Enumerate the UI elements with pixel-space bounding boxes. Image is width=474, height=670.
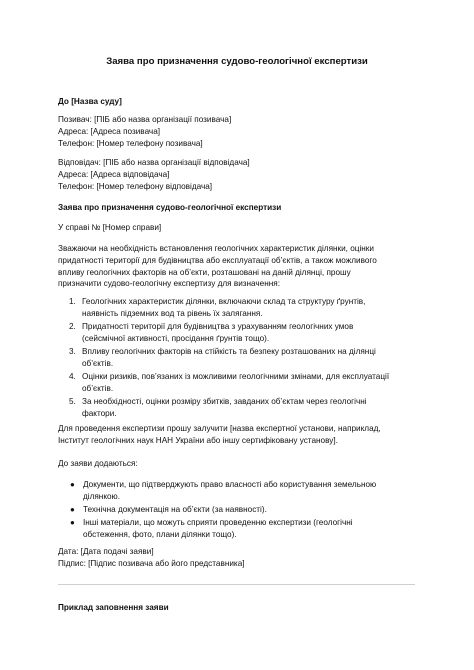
attachment-item bbox=[58, 517, 424, 541]
question-text: (сейсмічної активності, просідання ґрунтів тощо). bbox=[82, 333, 270, 343]
plaintiff-phone: Телефон: [Номер телефону позивача] bbox=[58, 138, 203, 148]
attachment-item bbox=[58, 479, 424, 503]
attachment-text: Інші матеріали, що можуть сприяти проведенню експертизи (геологічні bbox=[83, 518, 353, 528]
question-number: 5. bbox=[69, 397, 76, 407]
attachment-item bbox=[58, 504, 424, 516]
intro-line: призначити судово-геологічну експертизу для визначення: bbox=[58, 279, 280, 289]
intro-line: придатності території для будівництва або експлуатації об’єктів, а також можливого bbox=[58, 255, 377, 265]
bullet-icon: ● bbox=[70, 505, 75, 515]
date-line: Дата: [Дата подачі заяви] bbox=[58, 547, 154, 556]
question-text: фактори. bbox=[82, 409, 117, 419]
defendant-name: Відповідач: [ПІБ або назва організації відповідача] bbox=[58, 158, 250, 167]
document-title: Заява про призначення судово-геологічної експертизи bbox=[106, 56, 368, 67]
defendant-address: Адреса: [Адреса відповідача] bbox=[58, 169, 170, 179]
plaintiff-address: Адреса: [Адреса позивача] bbox=[58, 126, 161, 136]
bullet-icon: ● bbox=[70, 480, 75, 489]
signature-line: Підпис: [Підпис позивача або його представника] bbox=[58, 559, 245, 568]
question-number: 2. bbox=[69, 322, 76, 332]
court-addressee: До [Назва суду] bbox=[58, 97, 122, 106]
attachment-text: ділянкою. bbox=[83, 491, 120, 501]
question-number: 1. bbox=[69, 297, 76, 306]
questions-list bbox=[58, 296, 424, 421]
bullet-icon: ● bbox=[70, 518, 75, 528]
attachment-text: обстеження, фото, плани ділянки тощо). bbox=[83, 530, 237, 540]
intro-line: Зважаючи на необхідність встановлення геологічних характеристик ділянки, оцінки bbox=[58, 244, 374, 253]
section-divider bbox=[58, 584, 415, 585]
intro-line: впливу геологічних факторів на об’єкти, розташовані на даній ділянці, прошу bbox=[58, 267, 351, 277]
question-text: Придатності території для будівництва з урахуванням геологічних умов bbox=[82, 322, 354, 332]
question-text: Впливу геологічних факторів на стійкість та безпеку розташованих на ділянці bbox=[82, 347, 376, 357]
question-text: об’єктів. bbox=[82, 358, 114, 368]
question-text: об’єктів. bbox=[82, 384, 114, 394]
defendant-phone: Телефон: [Номер телефону відповідача] bbox=[58, 181, 213, 191]
question-item bbox=[58, 321, 424, 345]
question-item bbox=[58, 396, 424, 420]
question-text: За необхідності, оцінки розміру збитків, завданих об’єктам через геологічні bbox=[82, 397, 367, 407]
subject-heading: Заява про призначення судово-геологічної експертизи bbox=[58, 203, 282, 212]
case-number-line: У справі № [Номер справи] bbox=[58, 223, 162, 232]
question-number: 4. bbox=[69, 372, 76, 382]
expert-request-paragraph bbox=[58, 423, 424, 447]
defendant-block bbox=[58, 157, 424, 192]
attachments-list bbox=[58, 479, 424, 542]
question-item bbox=[58, 346, 424, 370]
attachment-text: Документи, що підтверджують право власності або користування земельною bbox=[83, 480, 377, 489]
question-number: 3. bbox=[69, 347, 76, 357]
expert-request-line: Для проведення експертизи прошу залучити [назва експертної установи, наприклад, bbox=[58, 424, 381, 433]
expert-request-line: Інститут геологічних наук НАН України або іншу сертифіковану установу]. bbox=[58, 435, 338, 445]
question-text: Оцінки ризиків, пов’язаних із можливими геологічними змінами, для експлуатації bbox=[82, 372, 390, 382]
question-item bbox=[58, 371, 424, 395]
intro-paragraph bbox=[58, 243, 424, 290]
question-text: наявність підземних вод та рівень їх залягання. bbox=[82, 308, 263, 318]
attachment-text: Технічна документація на об’єкти (за наявності). bbox=[83, 505, 267, 515]
question-item bbox=[58, 296, 424, 320]
example-heading: Приклад заповнення заяви bbox=[58, 603, 169, 612]
plaintiff-block bbox=[58, 114, 424, 149]
question-text: Геологічних характеристик ділянки, включаючи склад та структуру ґрунтів, bbox=[82, 297, 366, 306]
plaintiff-name: Позивач: [ПІБ або назва організації позивача] bbox=[58, 115, 232, 124]
attachments-heading: До заяви додаються: bbox=[58, 459, 138, 468]
